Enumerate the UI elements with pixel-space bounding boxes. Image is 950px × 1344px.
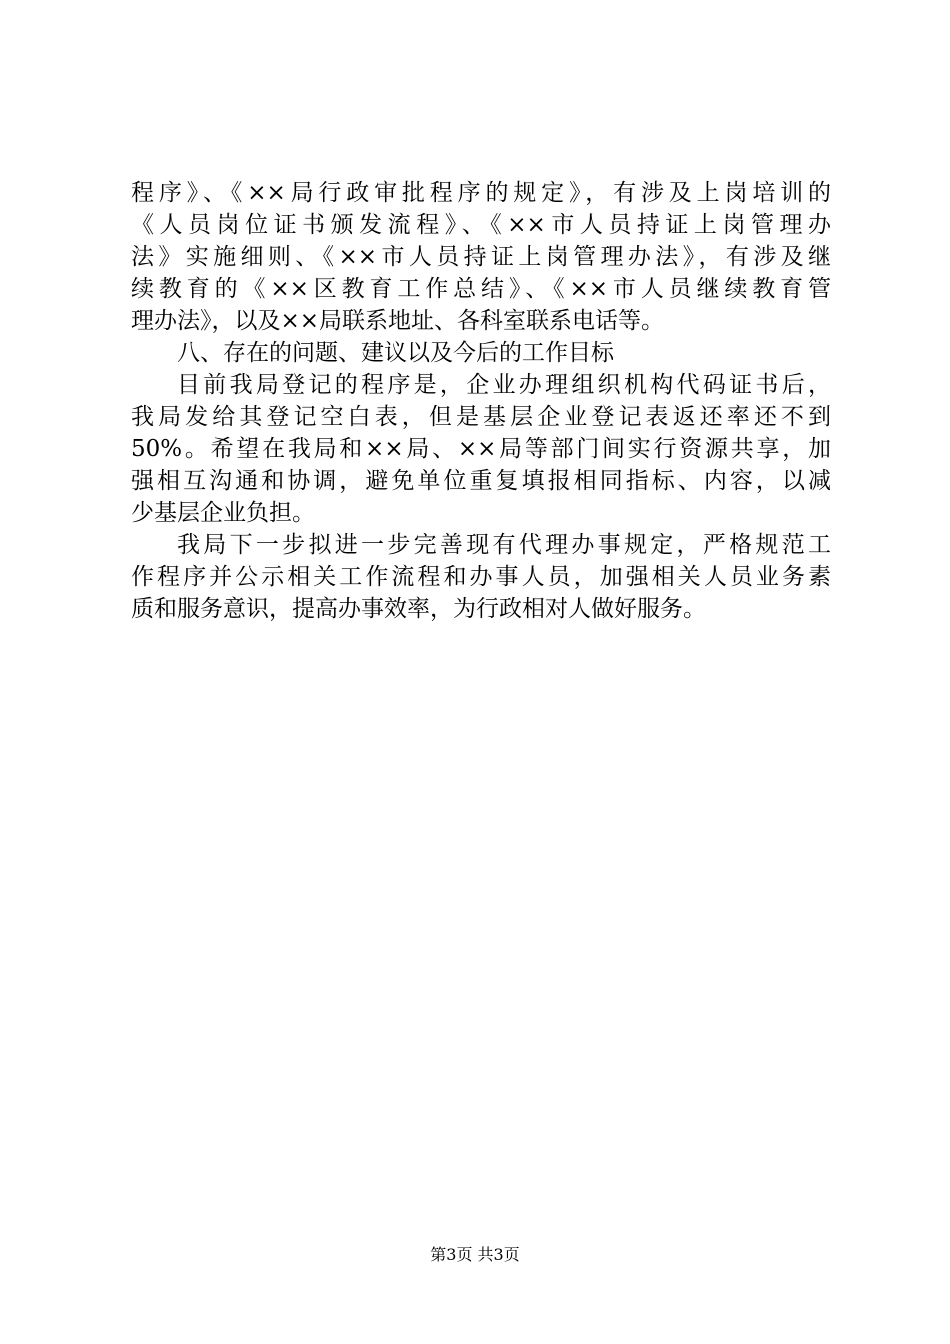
text-line: 作程序并公示相关工作流程和办事人员，加强相关人员业务素 [131, 564, 831, 590]
text-line: 续教育的《××区教育工作总结》、《××市人员继续教育管 [131, 276, 831, 302]
text-line: 50%。希望在我局和××局、××局等部门间实行资源共享，加 [131, 436, 831, 462]
section-heading: 八、存在的问题、建议以及今后的工作目标 [177, 340, 614, 366]
text-line: 目前我局登记的程序是，企业办理组织机构代码证书后， [177, 372, 831, 398]
text-line: 我局发给其登记空白表，但是基层企业登记表返还率还不到 [131, 404, 831, 430]
page-footer: 第3页 共3页 [430, 1245, 520, 1264]
text-line: 法》实施细则、《××市人员持证上岗管理办法》，有涉及继 [131, 244, 831, 270]
text-line: 我局下一步拟进一步完善现有代理办事规定，严格规范工 [177, 532, 831, 558]
text-line: 《人员岗位证书颁发流程》、《××市人员持证上岗管理办 [131, 212, 831, 238]
text-line: 理办法》，以及××局联系地址、各科室联系电话等。 [131, 308, 665, 334]
text-line: 少基层企业负担。 [131, 500, 315, 526]
text-line: 质和服务意识，提高办事效率，为行政相对人做好服务。 [131, 596, 706, 622]
text-line: 程序》、《××局行政审批程序的规定》，有涉及上岗培训的 [131, 180, 831, 206]
text-line: 强相互沟通和协调，避免单位重复填报相同指标、内容，以减 [131, 468, 831, 494]
document-body [131, 177, 831, 625]
